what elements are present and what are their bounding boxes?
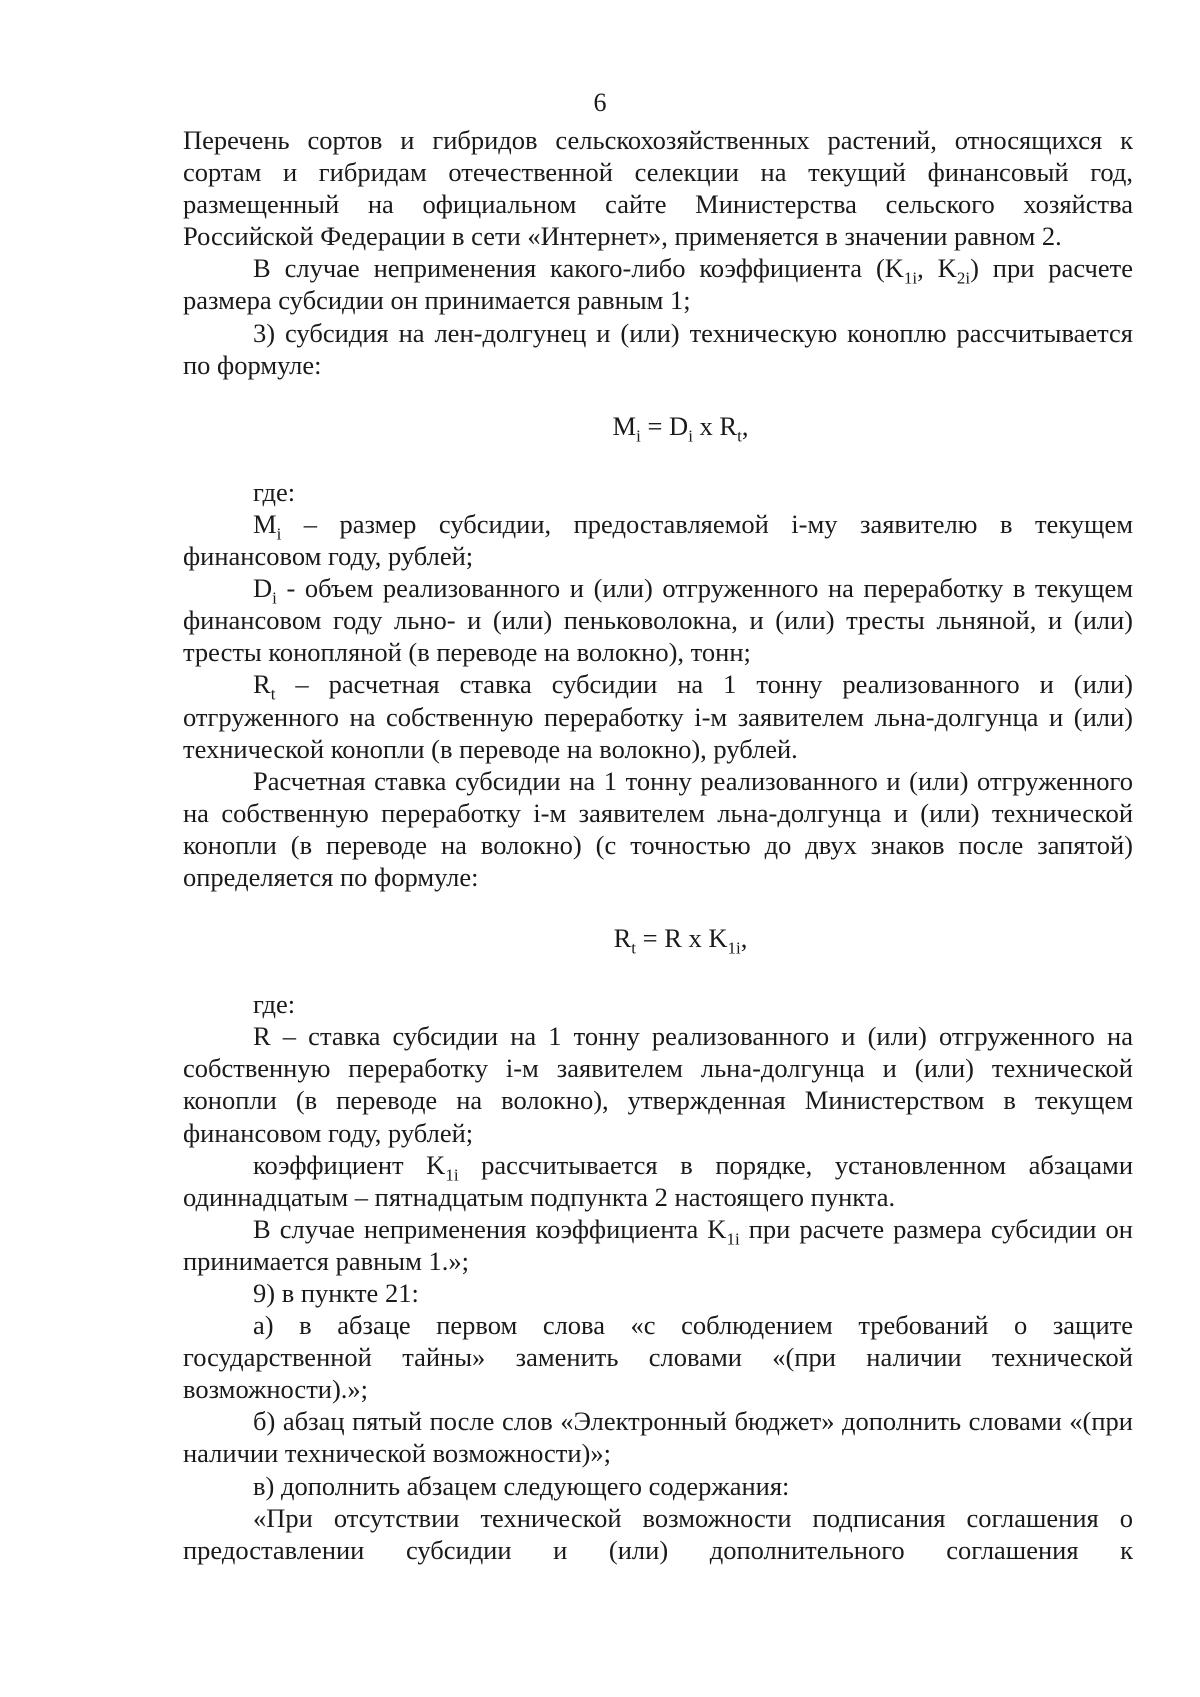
text-fragment: коэффициент K (253, 1149, 446, 1180)
subitem-v: в) дополнить абзацем следующего содержания: (253, 1470, 790, 1501)
text-fragment: В случае неприменения какого-либо коэффициента (K (253, 253, 904, 284)
paragraph-coefficient-not-applied (183, 252, 1133, 316)
subscript: 1i (903, 268, 918, 288)
formula-rt (183, 922, 1133, 958)
paragraph-k1i-not-applied (183, 1213, 1133, 1277)
subitem-a: а) в абзаце первом слова «с соблюдением требований о защите государственной тайны» заменить словами «(при наличии технической возможности).»; (183, 1310, 1133, 1405)
subscript: t (737, 426, 742, 446)
text-fragment: при расчете размера субсидии он принимается равным 1.»; (183, 1213, 1133, 1276)
text-fragment: - объем реализованного и (или) отгруженного на переработку в текущем финансовом году льно- и (или) пеньковолокна, и (или) тресты льняной, и (или) тресты конопляной (в переводе на волокно), тонн; (183, 573, 1133, 668)
paragraph-varieties-list: Перечень сортов и гибридов сельскохозяйственных растений, относящихся к сортам и гибридам отечественной селекции на текущий финансовый год, размещенный на официальном сайте Министерства сельского хозяйства Российской Федерации в сети «Интернет», применяется в значении равном 2. (183, 125, 1133, 252)
text-fragment: R (253, 669, 271, 700)
subitem-b: б) абзац пятый после слов «Электронный бюджет» дополнить словами «(при наличии технической возможности)»; (183, 1406, 1133, 1469)
definition-di (183, 572, 1133, 668)
quoted-new-paragraph: «При отсутствии технической возможности подписания соглашения о предоставлении субсидии и (или) дополнительного соглашения к (183, 1502, 1133, 1565)
subscript: t (270, 684, 276, 704)
text-fragment: – размер субсидии, предоставляемой i-му заявителю в текущем финансовом году, рублей; (183, 508, 1133, 572)
paragraph-rate-calculation: Расчетная ставка субсидии на 1 тонну реализованного и (или) отгруженного на собственную переработку i-м заявителем льна-долгунца и (или) технической конопли (в переводе на волокно) (с точностью до двух знаков после запятой) определяется по формуле: (183, 765, 1133, 892)
text-fragment: рассчитывается в порядке, установленном абзацами одиннадцатым – пятнадцатым подпункта 2 настоящего пункта. (183, 1149, 1134, 1212)
subscript: 1i (727, 938, 741, 958)
text-fragment: – расчетная ставка субсидии на 1 тонну реализованного и (или) отгруженного на собственную переработку i-м заявителем льна-долгунца и (или) технической конопли (в переводе на волокно), рублей. (183, 669, 1133, 764)
subscript: 1i (726, 1229, 740, 1249)
subscript: i (272, 588, 277, 608)
where-label: где: (253, 476, 296, 507)
formula-part: = R x K (636, 923, 728, 954)
paragraph-flax-subsidy: 3) субсидия на лен-долгунец и (или) техническую коноплю рассчитывается по формуле: (183, 317, 1133, 380)
definition-r: R – ставка субсидии на 1 тонну реализованного и (или) отгруженного на собственную переработку i-м заявителем льна-долгунца и (или) технической конопли (в переводе на волокно), утвержденная Министерством в текущем финансовом году, рублей; (183, 1021, 1133, 1148)
formula-part: x R (692, 410, 738, 441)
formula-part: , (740, 923, 748, 954)
document-body (183, 124, 1133, 1566)
text-fragment: ) при расчете размера субсидии он принимается равным 1; (183, 253, 1133, 316)
formula-mi (183, 410, 1133, 446)
text-fragment: M (253, 508, 277, 539)
subscript: t (631, 938, 637, 958)
text-fragment: , K (917, 253, 957, 284)
formula-part: M (612, 410, 637, 441)
page-number: 6 (593, 88, 607, 117)
formula-part: , (741, 410, 749, 441)
subscript: i (276, 524, 282, 544)
item-9-point-21: 9) в пункте 21: (253, 1278, 419, 1308)
subscript: 1i (445, 1164, 459, 1184)
definition-rt (183, 668, 1133, 764)
subscript: 2i (956, 268, 971, 288)
text-fragment: D (253, 573, 273, 604)
subscript: i (688, 426, 693, 446)
text-fragment: В случае неприменения коэффициента K (253, 1213, 727, 1244)
where-label: где: (253, 989, 296, 1020)
subscript: i (636, 426, 641, 446)
formula-part: = D (640, 410, 689, 441)
definition-mi (183, 508, 1133, 572)
formula-part: R (613, 923, 632, 954)
definition-k1i (183, 1149, 1133, 1213)
